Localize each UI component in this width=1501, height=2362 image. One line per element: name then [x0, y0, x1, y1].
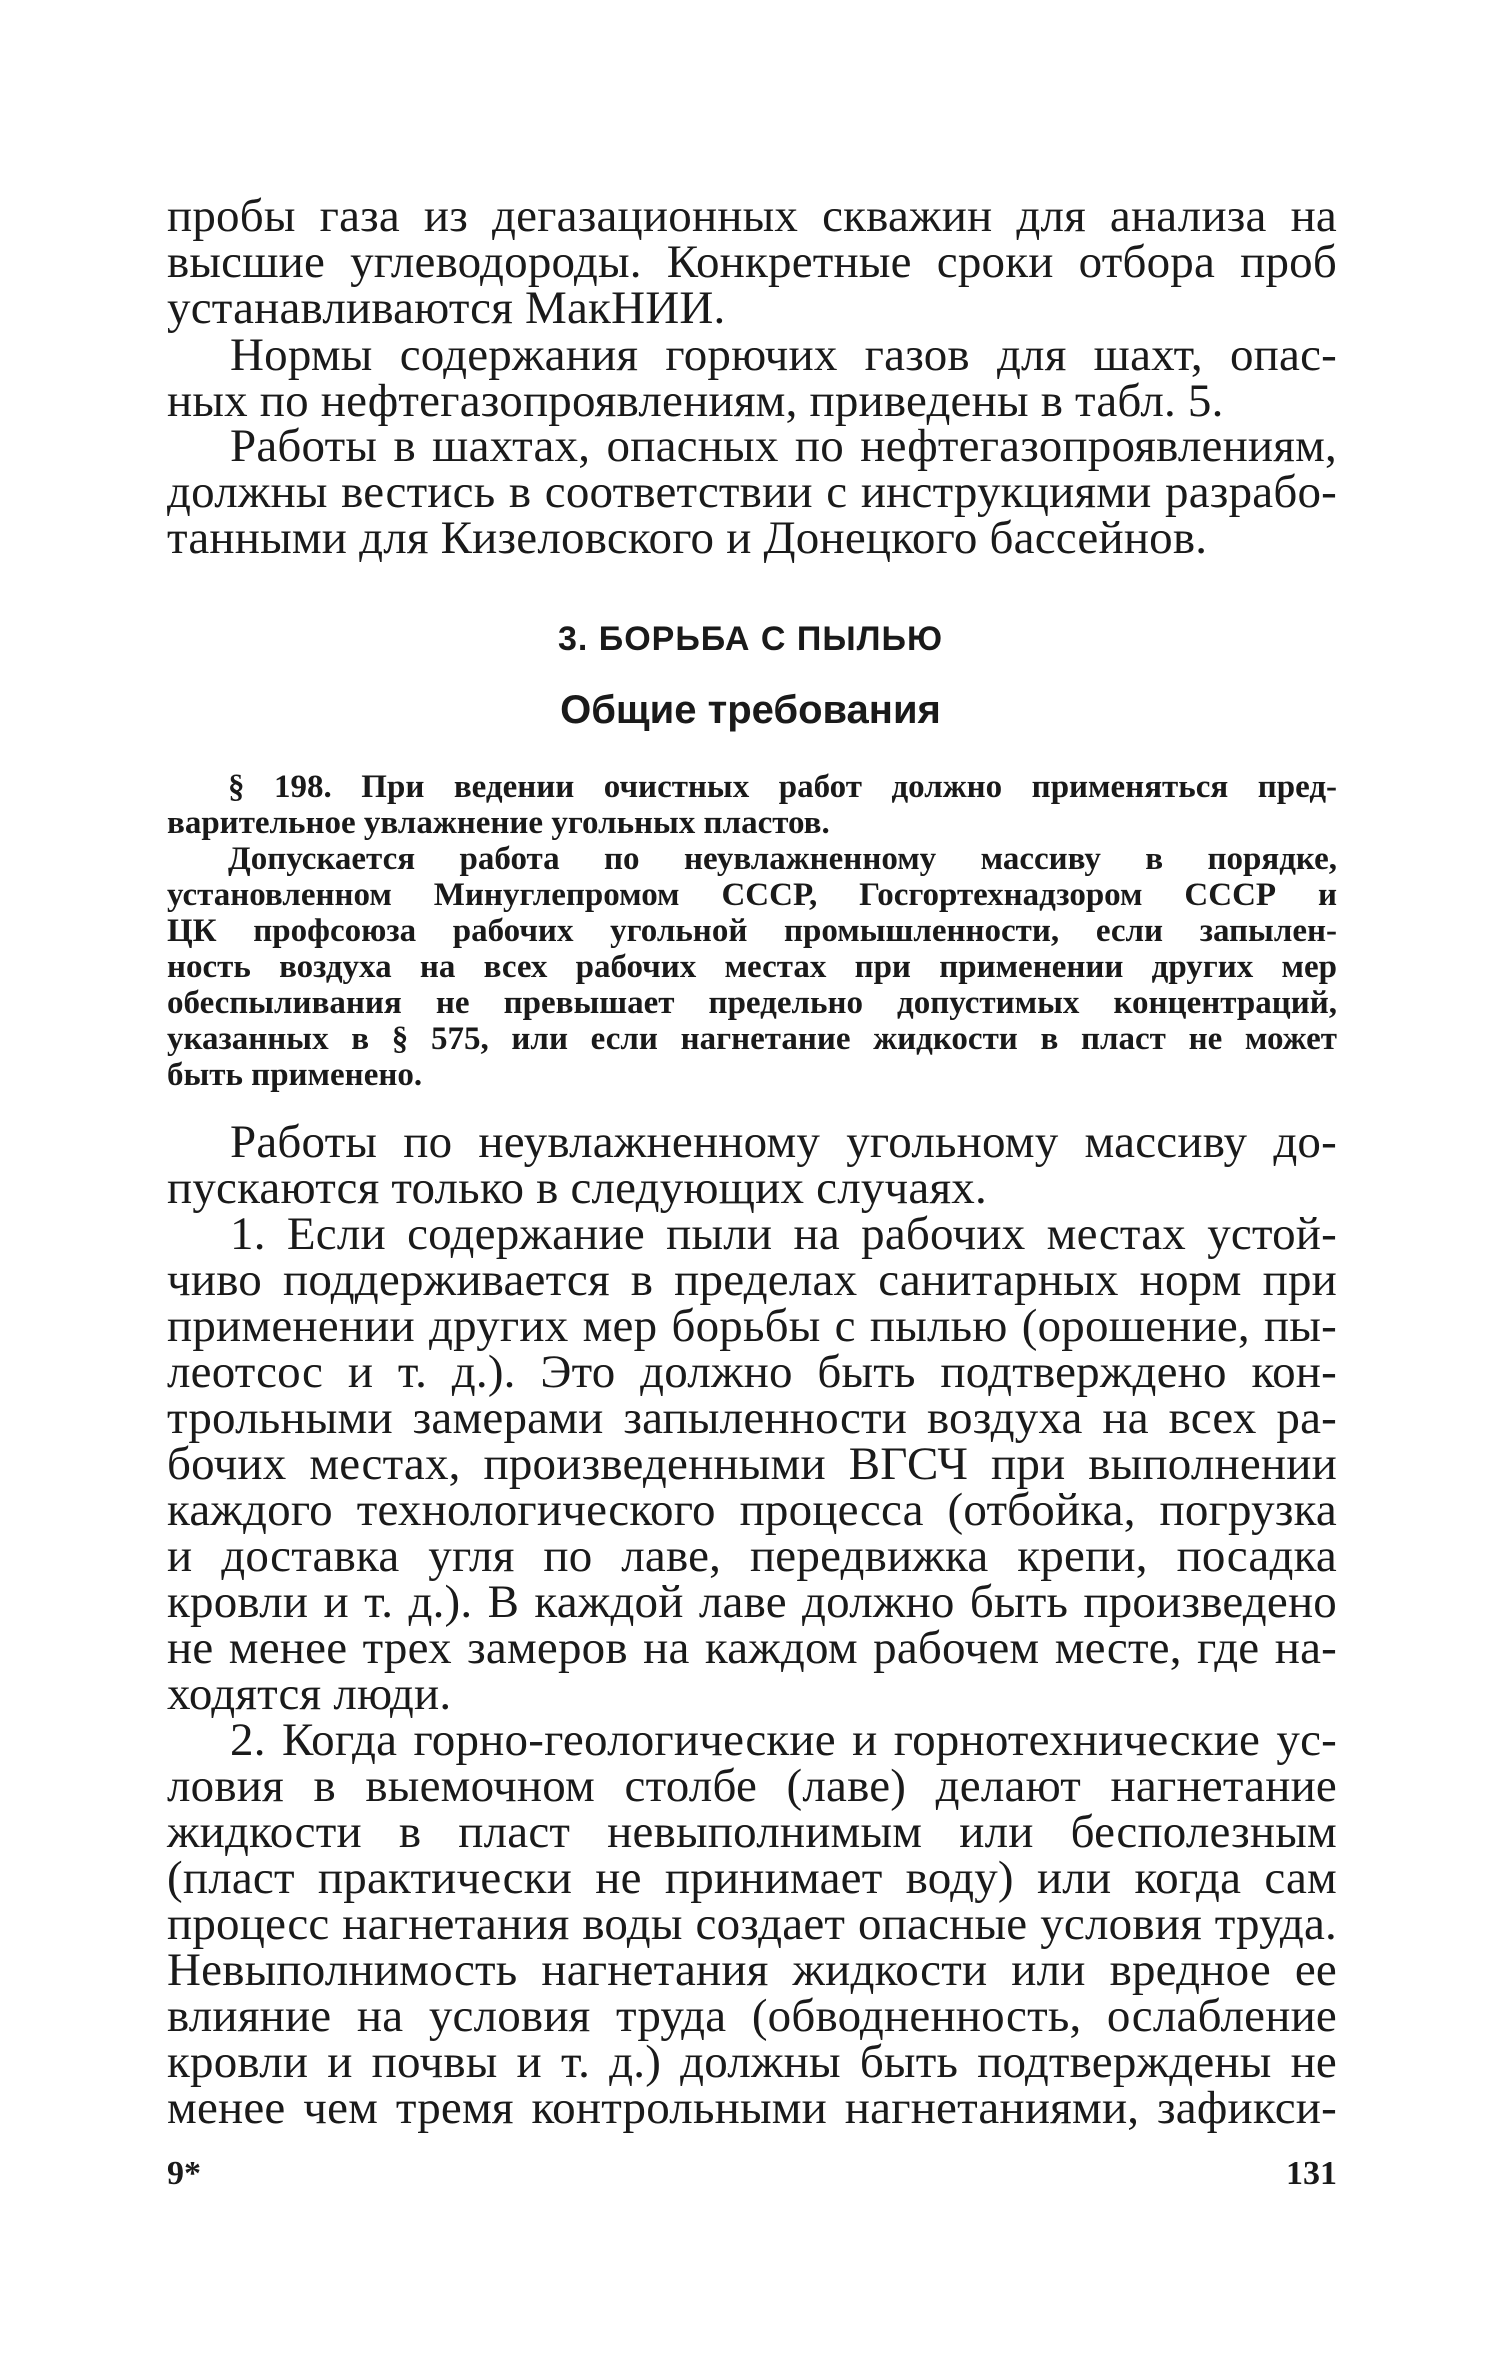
- text-line: § 198. При ведении очистных работ должно применяться пред-: [228, 769, 1337, 805]
- text-line: трольными замерами запыленности воздуха на всех ра-: [167, 1392, 1337, 1444]
- text-line: 1. Если содержание пыли на рабочих местах устой-: [230, 1208, 1337, 1260]
- text-line: 2. Когда горно-геологические и горнотехнические ус-: [230, 1714, 1337, 1766]
- text-line: кровли и т. д.). В каждой лаве должно быть произведено: [167, 1576, 1337, 1628]
- text-line: (пласт практически не принимает воду) или когда сам: [167, 1852, 1337, 1904]
- text-line: процесс нагнетания воды создает опасные условия труда.: [167, 1898, 1337, 1950]
- text-line: установленном Минуглепромом СССР, Госгортехнадзором СССР и: [167, 877, 1337, 913]
- text-line: Нормы содержания горючих газов для шахт, опас-: [230, 329, 1337, 381]
- text-line: должны вестись в соответствии с инструкциями разрабо-: [167, 466, 1337, 518]
- text-line: чиво поддерживается в пределах санитарных норм при: [167, 1254, 1337, 1306]
- text-line: Допускается работа по неувлажненному массиву в порядке,: [228, 841, 1337, 877]
- text-line: леотсос и т. д.). Это должно быть подтверждено кон-: [167, 1346, 1337, 1398]
- section-heading: 3. БОРЬБА С ПЫЛЬЮ: [557, 620, 944, 658]
- text-line: быть применено.: [167, 1057, 423, 1093]
- text-line: пускаются только в следующих случаях.: [167, 1162, 987, 1214]
- text-line: Работы в шахтах, опасных по нефтегазопроявлениям,: [230, 420, 1337, 472]
- text-line: высшие углеводороды. Конкретные сроки отбора проб: [167, 236, 1337, 288]
- text-line: кровли и почвы и т. д.) должны быть подтверждены не: [167, 2036, 1337, 2088]
- text-line: ных по нефтегазопроявлениям, приведены в табл. 5.: [167, 375, 1224, 427]
- text-line: ность воздуха на всех рабочих местах при применении других мер: [167, 949, 1337, 985]
- text-line: бочих местах, произведенными ВГСЧ при выполнении: [167, 1438, 1337, 1490]
- text-line: варительное увлажнение угольных пластов.: [167, 805, 830, 841]
- text-line: и доставка угля по лаве, передвижка крепи, посадка: [167, 1530, 1337, 1582]
- text-line: не менее трех замеров на каждом рабочем месте, где на-: [167, 1622, 1337, 1674]
- text-line: пробы газа из дегазационных скважин для анализа на: [167, 190, 1337, 242]
- text-line: менее чем тремя контрольными нагнетаниями, зафикси-: [167, 2082, 1337, 2134]
- text-line: Работы по неувлажненному угольному массиву до-: [230, 1116, 1337, 1168]
- text-line: ходятся люди.: [167, 1668, 452, 1720]
- text-line: каждого технологического процесса (отбойка, погрузка: [167, 1484, 1337, 1536]
- text-line: Невыполнимость нагнетания жидкости или вредное ее: [167, 1944, 1337, 1996]
- text-line: указанных в § 575, или если нагнетание жидкости в пласт не может: [167, 1021, 1337, 1057]
- text-line: жидкости в пласт невыполнимым или бесполезным: [167, 1806, 1337, 1858]
- text-line: ЦК профсоюза рабочих угольной промышленности, если запылен-: [167, 913, 1337, 949]
- text-line: танными для Кизеловского и Донецкого бассейнов.: [167, 512, 1208, 564]
- text-line: ловия в выемочном столбе (лаве) делают нагнетание: [167, 1760, 1337, 1812]
- page-number: 131: [1286, 2155, 1337, 2192]
- text-line: влияние на условия труда (обводненность, ослабление: [167, 1990, 1337, 2042]
- text-line: устанавливаются МакНИИ.: [167, 282, 726, 334]
- signature-mark: 9*: [167, 2155, 201, 2192]
- text-line: применении других мер борьбы с пылью (орошение, пы-: [167, 1300, 1337, 1352]
- text-line: обеспыливания не превышает предельно допустимых концентраций,: [167, 985, 1337, 1021]
- subsection-heading: Общие требования: [560, 688, 941, 732]
